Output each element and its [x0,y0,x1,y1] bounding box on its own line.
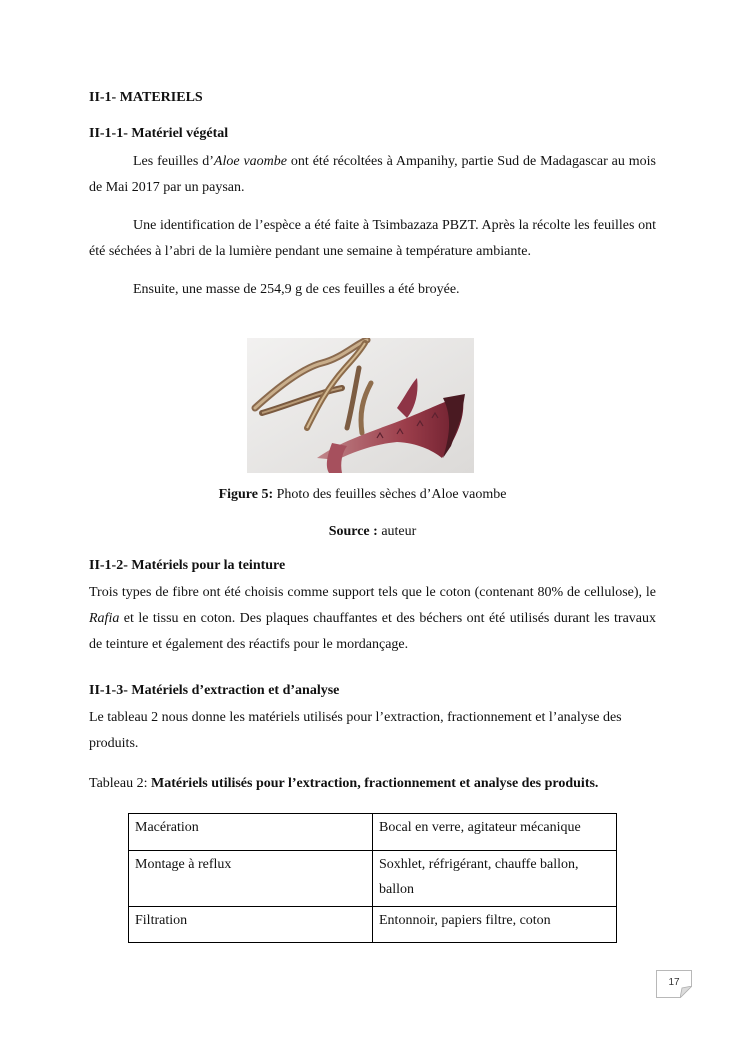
source-label: Source : [328,524,378,539]
page-curl-icon [680,986,692,998]
table-row [129,851,617,907]
aloe-leaves-photo [247,338,474,473]
text: et le tissu en coton. Des plaques chauffantes et des béchers ont été utilisés durant les travaux de teinture et également des réactifs pour le mordançage. [89,611,656,652]
table-row [129,814,617,851]
table-label: Tableau 2: [89,776,151,791]
paragraph-teinture [89,580,656,658]
table-cell-operation: Montage à reflux [129,851,373,907]
species-name: Aloe vaombe [213,154,288,169]
source-value: auteur [377,524,417,539]
paragraph-tableau-intro: Le tableau 2 nous donne les matériels utilisés pour l’extraction, fractionnement et l’analyse des produits. [89,710,622,751]
table-cell-operation: Filtration [129,907,373,943]
table-cell-operation: Macération [129,814,373,851]
subsection-heading-teinture: II-1-2- Matériels pour la teinture [89,558,286,573]
paragraph-broyage: Ensuite, une masse de 254,9 g de ces feuilles a été broyée. [133,282,460,297]
figure-label: Figure 5: [218,487,274,502]
table-row [129,907,617,943]
subsection-heading-extraction: II-1-3- Matériels d’extraction et d’analyse [89,683,340,698]
paragraph-recolte [89,149,656,201]
section-heading-materiels: II-1- MATERIELS [89,90,203,105]
text: ont été récoltées à Ampanihy, partie Sud de Madagascar au mois de Mai 2017 par un paysan. [89,154,656,195]
table-caption [89,776,598,792]
text: Les feuilles d’ [133,154,214,169]
rafia-term: Rafia [89,611,120,626]
aloe-leaves-illustration [247,338,474,473]
table-cell-materiel: Entonnoir, papiers filtre, coton [373,907,617,943]
table-title: Matériels utilisés pour l’extraction, fractionnement et analyse des produits. [151,776,599,791]
page-number-text: 17 [668,977,680,988]
subsection-heading-materiel-vegetal: II-1-1- Matériel végétal [89,126,229,141]
table-cell-materiel: Soxhlet, réfrigérant, chauffe ballon, ballon [373,851,617,907]
figure-source [0,524,745,540]
figure-caption [0,487,745,503]
page-number [656,970,692,998]
materials-table [128,813,617,943]
table-cell-materiel: Bocal en verre, agitateur mécanique [373,814,617,851]
figure-caption-text: Photo des feuilles sèches d’Aloe vaombe [273,487,507,502]
paragraph-identification: Une identification de l’espèce a été faite à Tsimbazaza PBZT. Après la récolte les feuilles ont été séchées à l’abri de la lumière pendant une semaine à température ambiante. [89,218,656,259]
text: Trois types de fibre ont été choisis comme support tels que le coton (contenant 80% de cellulose), le [89,585,656,600]
